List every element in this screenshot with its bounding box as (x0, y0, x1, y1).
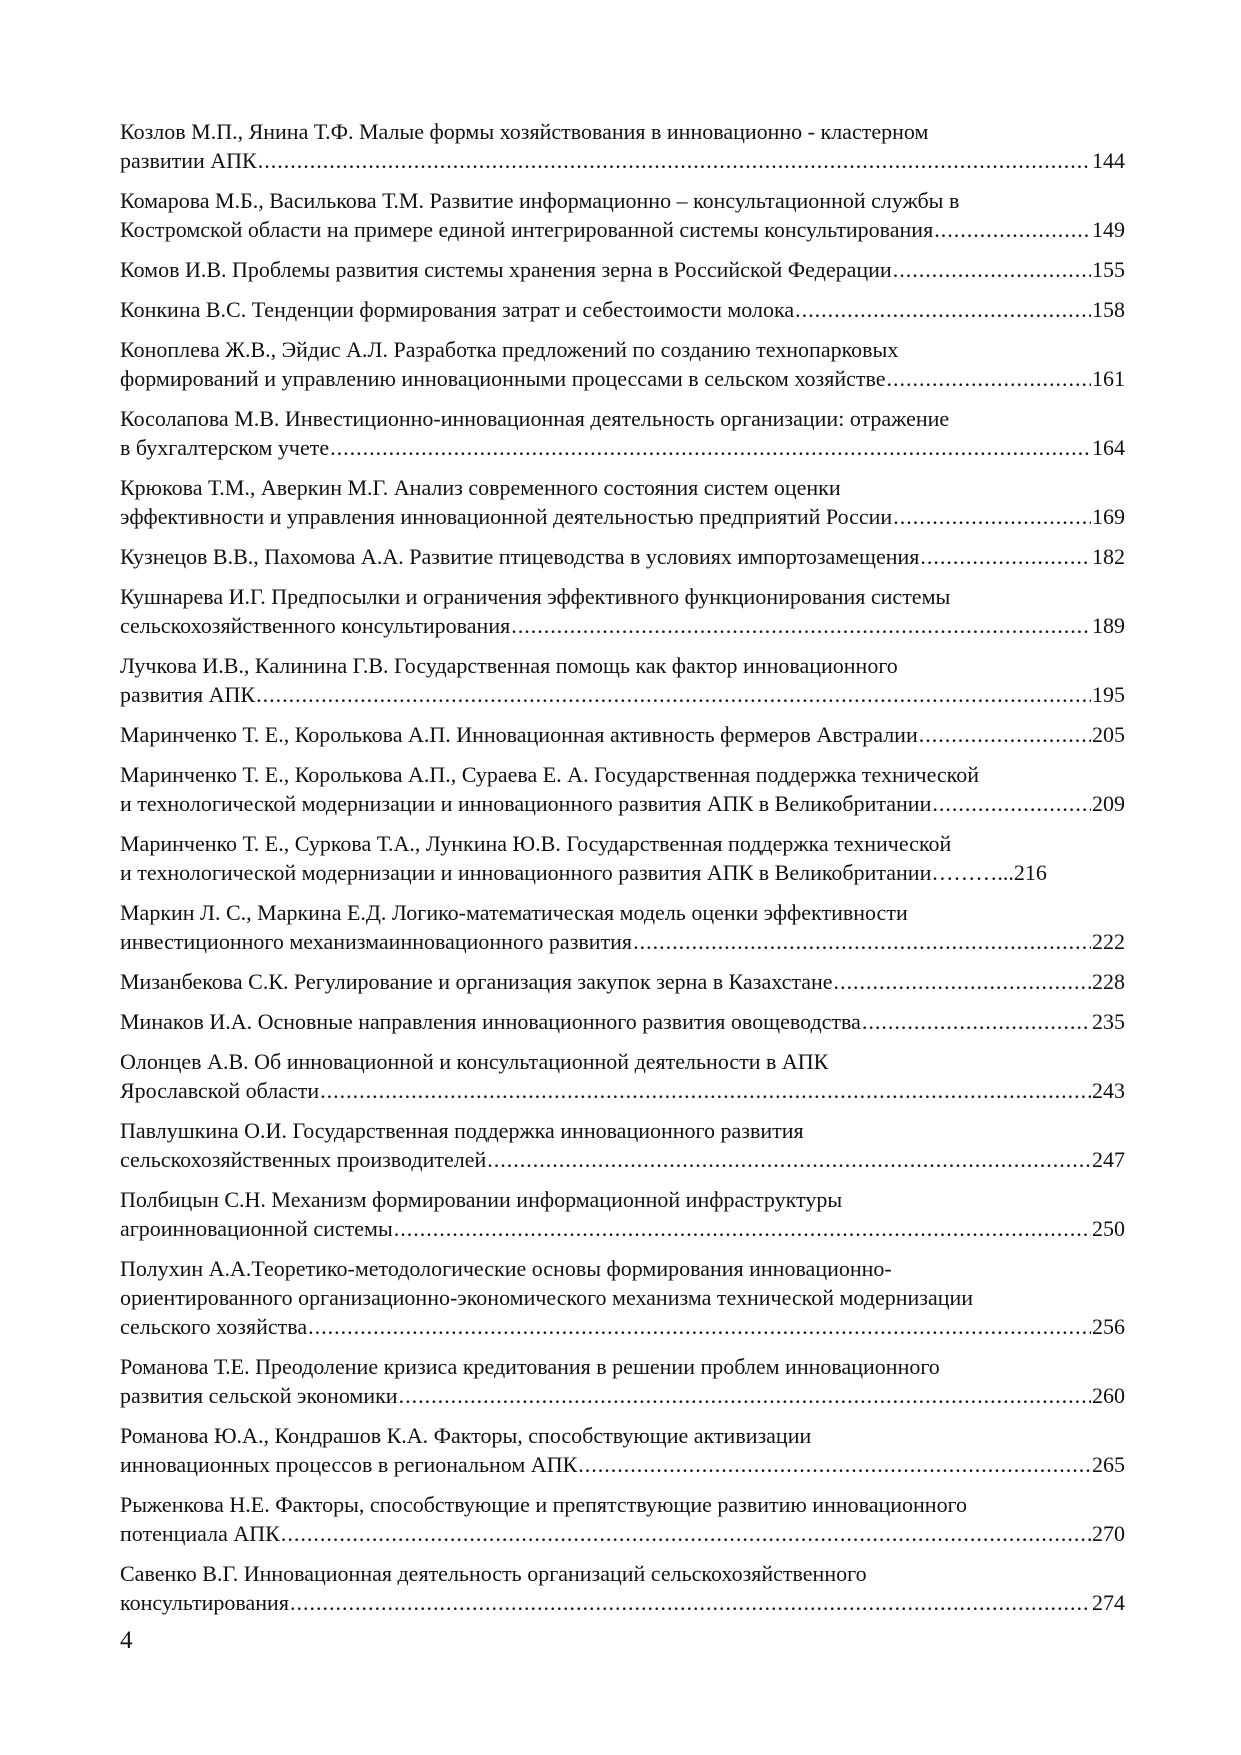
toc-entry-line: Олонцев А.В. Об инновационной и консультационной деятельности в АПК (120, 1049, 829, 1074)
toc-entry-line: Маркин Л. С., Маркина Е.Д. Логико-математическая модель оценки эффективности (120, 900, 908, 925)
toc-entry (120, 335, 1125, 393)
dot-leader (320, 1076, 1091, 1105)
dot-leader (399, 1381, 1091, 1410)
toc-entry-line: Полбицын С.Н. Механизм формировании информационной инфраструктуры (120, 1187, 843, 1212)
page-number: 4 (120, 1627, 133, 1654)
toc-entry-line: Костромской области на примере единой интегрированной системы консультирования (120, 217, 934, 242)
toc-entry-line: Мизанбекова С.К. Регулирование и организация закупок зерна в Казахстане (120, 969, 833, 994)
toc-entry-last-line (120, 146, 1125, 175)
toc-entry (120, 967, 1125, 996)
dot-leader (932, 789, 1091, 818)
toc-entry-page: 265 (1092, 1452, 1125, 1477)
toc-entry-page: 182 (1092, 544, 1125, 569)
toc-entry-last-line (120, 1145, 1125, 1174)
toc-entry-line: Полухин А.А.Теоретико-методологические основы формирования инновационно- (120, 1256, 892, 1281)
dot-leader (258, 146, 1091, 175)
toc-entry-page: 149 (1092, 217, 1125, 242)
dot-leader (920, 542, 1091, 571)
dot-leader (290, 1588, 1091, 1617)
toc-entry-line: сельскохозяйственных производителей (120, 1147, 487, 1172)
toc-entry (120, 760, 1125, 818)
toc-entry-last-line (120, 611, 1125, 640)
toc-entry-line: Маринченко Т. Е., Суркова Т.А., Лункина Ю.В. Государственная поддержка технической (120, 831, 952, 856)
toc-entry-line: Минаков И.А. Основные направления инновационного развития овощеводства (120, 1009, 861, 1034)
dot-leader (511, 611, 1091, 640)
toc-entry-last-line (120, 542, 1125, 571)
toc-entry (120, 295, 1125, 324)
toc-entry-last-line (120, 1519, 1125, 1548)
toc-entry-line: инвестиционного механизмаинновационного развития (120, 929, 633, 954)
toc-entry-line: Лучкова И.В., Калинина Г.В. Государственная помощь как фактор инновационного (120, 653, 898, 678)
toc-entry-line: Романова Ю.А., Кондрашов К.А. Факторы, способствующие активизации (120, 1423, 812, 1448)
dot-leader (934, 215, 1091, 244)
toc-entry (120, 1116, 1125, 1174)
toc-entry-last-line (120, 502, 1125, 531)
toc-entry-line: консультирования (120, 1590, 289, 1615)
toc-entry-last-line (120, 680, 1125, 709)
toc-entry (120, 1254, 1125, 1341)
toc-entry-line: агроинновационной системы (120, 1216, 393, 1241)
toc-entry-last-line (120, 927, 1125, 956)
toc-entry-line: сельскохозяйственного консультирования (120, 613, 511, 638)
toc-entry-page: 256 (1092, 1314, 1125, 1339)
toc-entry-page: 235 (1092, 1009, 1125, 1034)
toc-entry-line: в бухгалтерском учете (120, 435, 330, 460)
toc-entry-line: инновационных процессов в региональном АПК (120, 1452, 578, 1477)
toc-entry-line: Комарова М.Б., Василькова Т.М. Развитие информационно – консультационной службы в (120, 188, 960, 213)
toc-entry-line: Кушнарева И.Г. Предпосылки и ограничения эффективного функционирования системы (120, 584, 951, 609)
toc-entry-page: 144 (1092, 148, 1125, 173)
toc-entry-page: 222 (1092, 929, 1125, 954)
toc-entry-line: и технологической модернизации и инновационного развития АПК в Великобритании (120, 791, 932, 816)
toc-entry-line: эффективности и управления инновационной деятельностью предприятий России (120, 504, 893, 529)
toc-entry (120, 542, 1125, 571)
toc-entry-page: 250 (1092, 1216, 1125, 1241)
toc-entry-line: Косолапова М.В. Инвестиционно-инновационная деятельность организации: отражение (120, 406, 950, 431)
toc-entry-line: Коноплева Ж.В., Эйдис А.Л. Разработка предложений по созданию технопарковых (120, 337, 899, 362)
toc-entry-page: 209 (1092, 791, 1125, 816)
toc-entry-last-line (120, 1588, 1125, 1617)
toc-entry-page: 205 (1092, 722, 1125, 747)
toc-entry-last-line (120, 1214, 1125, 1243)
toc-entry-last-line (120, 1450, 1125, 1479)
toc-entry (120, 404, 1125, 462)
toc-entry-line: Павлушкина О.И. Государственная поддержка инновационного развития (120, 1118, 804, 1143)
toc-entry-last-line (120, 967, 1125, 996)
dot-leader (919, 720, 1091, 749)
toc-entry-line: развития сельской экономики (120, 1383, 398, 1408)
toc-entry-page: 260 (1092, 1383, 1125, 1408)
toc-entry-line: Крюкова Т.М., Аверкин М.Г. Анализ современного состояния систем оценки (120, 475, 841, 500)
toc-entry (120, 898, 1125, 956)
toc-entry (120, 473, 1125, 531)
toc-entry-page: 164 (1092, 435, 1125, 460)
toc-entry-line: потенциала АПК (120, 1521, 280, 1546)
toc-entry-page: 274 (1092, 1590, 1125, 1615)
dot-leader (862, 1007, 1091, 1036)
toc-entry (120, 720, 1125, 749)
dot-leader (256, 680, 1091, 709)
toc-entry-line: Рыженкова Н.Е. Факторы, способствующие и препятствующие развитию инновационного (120, 1492, 968, 1517)
toc-entry-line: Конкина В.С. Тенденции формирования затрат и себестоимости молока (120, 297, 795, 322)
toc-entry-line: Романова Т.Е. Преодоление кризиса кредитования в решении проблем инновационного (120, 1354, 940, 1379)
toc-entry (120, 117, 1125, 175)
toc-entry-last-line (120, 720, 1125, 749)
toc-entry (120, 1559, 1125, 1617)
toc-entry-last-line (120, 1381, 1125, 1410)
toc-entry-last-line (120, 255, 1125, 284)
toc-entry (120, 1185, 1125, 1243)
toc-entry-line: развитии АПК (120, 148, 257, 173)
toc-entry-last-line (120, 433, 1125, 462)
toc-entry-page: 247 (1092, 1147, 1125, 1172)
toc-entry-line: Маринченко Т. Е., Королькова А.П. Инновационная активность фермеров Австралии (120, 722, 918, 747)
toc-entry (120, 651, 1125, 709)
dot-leader (795, 295, 1091, 324)
dot-leader (633, 927, 1091, 956)
toc-entry-last-line (120, 1007, 1125, 1036)
toc-entry-line: формирований и управлению инновационными процессами в сельском хозяйстве (120, 366, 886, 391)
toc-entry-line: Савенко В.Г. Инновационная деятельность организаций сельскохозяйственного (120, 1561, 867, 1586)
toc-entry (120, 829, 1125, 887)
toc-entry (120, 1047, 1125, 1105)
toc-entry-page: 155 (1092, 257, 1125, 282)
toc-entry-line: Кузнецов В.В., Пахомова А.А. Развитие птицеводства в условиях импортозамещения (120, 544, 920, 569)
dot-leader (893, 255, 1091, 284)
toc-entry (120, 582, 1125, 640)
dot-leader (893, 502, 1091, 531)
toc-entry-last-line (120, 295, 1125, 324)
dot-leader (487, 1145, 1091, 1174)
toc-entry-page: 161 (1092, 366, 1125, 391)
toc-entry-page: 169 (1092, 504, 1125, 529)
toc-entry-page: 270 (1092, 1521, 1125, 1546)
toc-entry-last-line (120, 789, 1125, 818)
dot-leader (394, 1214, 1091, 1243)
toc-entry (120, 255, 1125, 284)
toc-entry-last-line (120, 858, 1125, 887)
toc-entry-line: Маринченко Т. Е., Королькова А.П., Сураева Е. А. Государственная поддержка технической (120, 762, 980, 787)
toc-entry (120, 186, 1125, 244)
toc-entry (120, 1007, 1125, 1036)
toc-entry (120, 1490, 1125, 1548)
toc-entry-page: 243 (1092, 1078, 1125, 1103)
dot-leader (887, 364, 1092, 393)
toc-entry-line: Ярославской области (120, 1078, 320, 1103)
toc-entry-line: и технологической модернизации и инновационного развития АПК в Великобритании………...216 (120, 860, 1047, 885)
toc-entry-last-line (120, 215, 1125, 244)
dot-leader (308, 1312, 1091, 1341)
toc-entry-last-line (120, 1076, 1125, 1105)
dot-leader (281, 1519, 1091, 1548)
toc-entry (120, 1352, 1125, 1410)
toc-entry-page: 158 (1092, 297, 1125, 322)
toc-entry-page: 195 (1092, 682, 1125, 707)
dot-leader (330, 433, 1091, 462)
toc-entry-line: Козлов М.П., Янина Т.Ф. Малые формы хозяйствования в инновационно - кластерном (120, 119, 929, 144)
toc-entry-page: 189 (1092, 613, 1125, 638)
toc-entry-line: сельского хозяйства (120, 1314, 308, 1339)
dot-leader (834, 967, 1091, 996)
dot-leader (578, 1450, 1091, 1479)
toc-entry-line: развития АПК (120, 682, 256, 707)
toc-entry-line: ориентированного организационно-экономического механизма технической модернизации (120, 1285, 974, 1310)
toc-entry-page: 228 (1092, 969, 1125, 994)
toc-entry-line: Комов И.В. Проблемы развития системы хранения зерна в Российской Федерации (120, 257, 892, 282)
toc-entry (120, 1421, 1125, 1479)
toc-entry-last-line (120, 1312, 1125, 1341)
toc-entry-last-line (120, 364, 1125, 393)
table-of-contents (120, 117, 1125, 1628)
